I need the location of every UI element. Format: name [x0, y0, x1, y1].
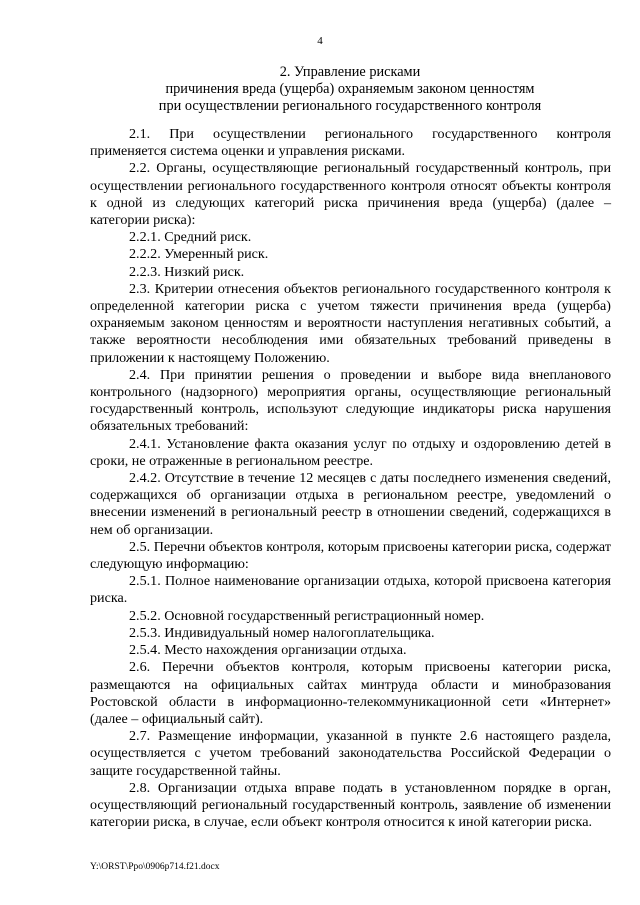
- section-title: [90, 64, 610, 115]
- paragraph-2-8: 2.8. Организации отдыха вправе подать в установленном порядке в орган, осуществляющий региональный государственный контроль, заявление об изменении категории риска, в случае, если объект контроля относится к иной категории риска.: [90, 779, 611, 831]
- section-title-line-3: при осуществлении регионального государственного контроля: [158, 98, 542, 114]
- paragraph-2-2-3: 2.2.3. Низкий риск.: [129, 263, 245, 280]
- paragraph-2-5-2: 2.5.2. Основной государственный регистрационный номер.: [129, 607, 485, 624]
- paragraph-2-5: 2.5. Перечни объектов контроля, которым присвоены категории риска, содержат следующую информацию:: [90, 538, 611, 573]
- paragraph-2-2: 2.2. Органы, осуществляющие региональный государственный контроль, при осуществлении регионального государственного контроля относят объекты контроля к одной из следующих категорий риска причинения вреда (ущерба) (далее – категории риска):: [90, 160, 611, 229]
- paragraph-2-4: 2.4. При принятии решения о проведении и выборе вида внепланового контрольного (надзорного) мероприятия органы, осуществляющие региональный государственный контроль, используют следующие индикаторы риска нарушения обязательных требований:: [90, 366, 611, 435]
- paragraph-2-3: 2.3. Критерии отнесения объектов регионального государственного контроля к определенной категории риска с учетом тяжести причинения вреда (ущерба) охраняемым законом ценностям и вероятности наступления негативных событий, а также вероятности несоблюдения ими обязательных требований приведены в приложении к настоящему Положению.: [90, 280, 611, 366]
- page-number: 4: [317, 35, 323, 47]
- paragraph-2-2-1: 2.2.1. Средний риск.: [129, 229, 252, 246]
- paragraph-2-5-4: 2.5.4. Место нахождения организации отдыха.: [129, 642, 407, 659]
- paragraph-2-4-1: 2.4.1. Установление факта оказания услуг по отдыху и оздоровлению детей в сроки, не отраженные в региональном реестре.: [90, 435, 611, 469]
- paragraph-2-1: 2.1. При осуществлении регионального государственного контроля применяется система оценки и управления рисками.: [90, 126, 611, 160]
- paragraph-2-4-2: 2.4.2. Отсутствие в течение 12 месяцев с даты последнего изменения сведений, содержащихся об организации отдыха в региональном реестре, уведомлений о внесении изменений в региональный реестр в отношении сведений, содержащихся в нем об организации.: [90, 470, 611, 538]
- paragraph-2-5-1: 2.5.1. Полное наименование организации отдыха, которой присвоена категория риска.: [90, 573, 611, 607]
- paragraph-2-2-2: 2.2.2. Умеренный риск.: [129, 246, 269, 263]
- paragraph-2-6: 2.6. Перечни объектов контроля, которым присвоены категории риска, размещаются на официальных сайтах минтруда области и минобразования Ростовской области в информационно-телекоммуникационной сети «Интернет» (далее – официальный сайт).: [90, 659, 611, 727]
- document-body: [90, 126, 611, 831]
- paragraph-2-5-3: 2.5.3. Индивидуальный номер налогоплательщика.: [129, 624, 435, 641]
- section-title-line-1: 2. Управление рисками: [279, 64, 421, 80]
- file-path-footer: Y:\ORST\Ppo\0906p714.f21.docx: [90, 862, 220, 872]
- section-title-line-2: причинения вреда (ущерба) охраняемым законом ценностям: [165, 81, 535, 97]
- paragraph-2-7: 2.7. Размещение информации, указанной в пункте 2.6 настоящего раздела, осуществляется с учетом требований законодательства Российской Федерации о защите государственной тайны.: [90, 728, 611, 779]
